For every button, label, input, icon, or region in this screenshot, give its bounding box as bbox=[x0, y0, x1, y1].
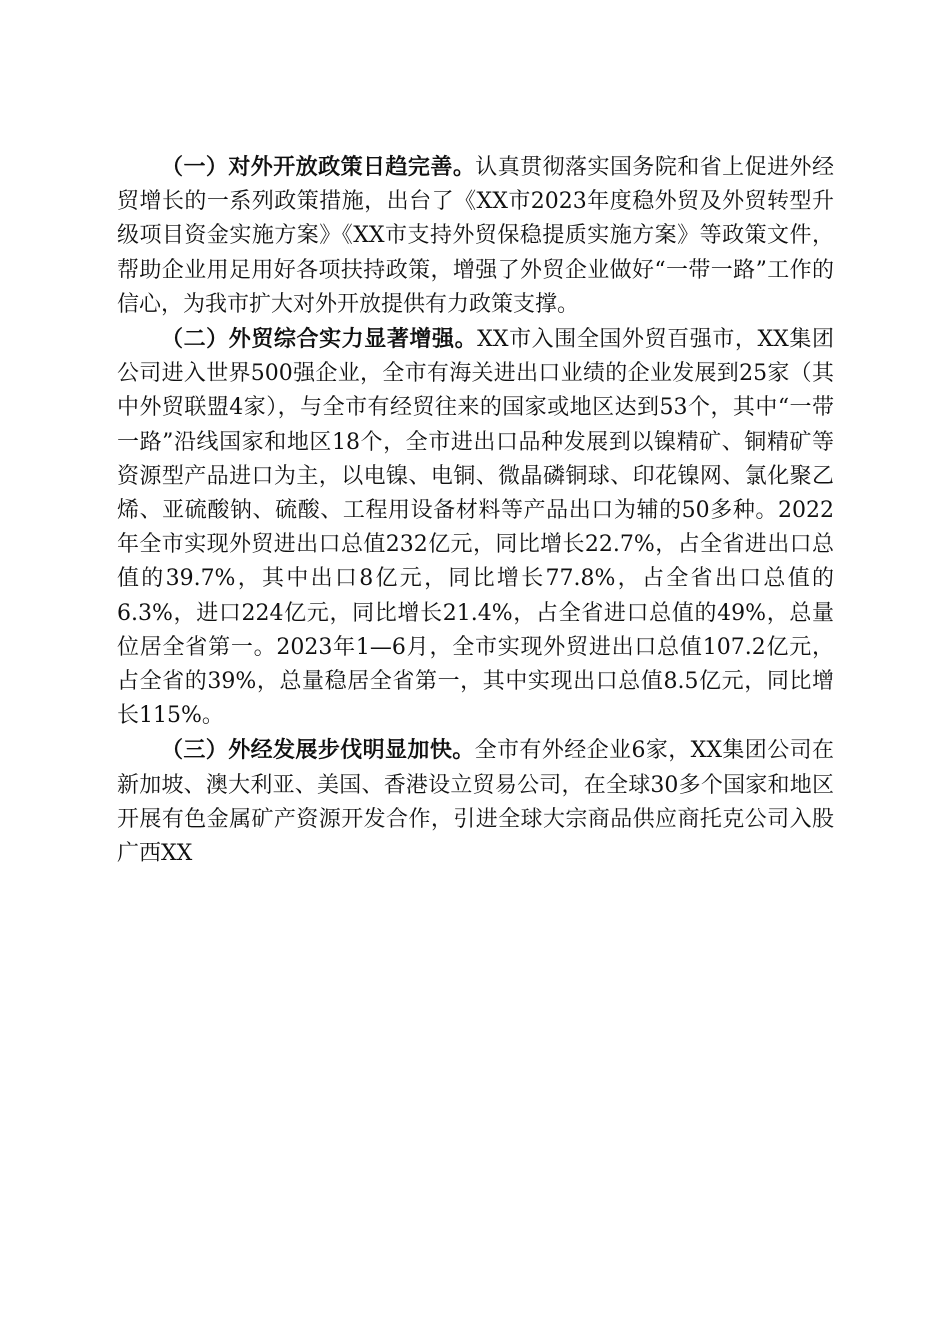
paragraph-3 bbox=[117, 733, 834, 871]
document-body bbox=[117, 150, 834, 871]
paragraph-2 bbox=[117, 322, 834, 733]
paragraph-3-body: 全市有外经企业6家，XX集团公司在新加坡、澳大利亚、美国、香港设立贸易公司，在全球30多个国家和地区开展有色金属矿产资源开发合作，引进全球大宗商品供应商托克公司入股广西XX bbox=[117, 738, 834, 867]
paragraph-1 bbox=[117, 150, 834, 322]
paragraph-1-body: 认真贯彻落实国务院和省上促进外经贸增长的一系列政策措施，出台了《XX市2023年度稳外贸及外贸转型升级项目资金实施方案》《XX市支持外贸保稳提质实施方案》等政策文件，帮助企业用足用好各项扶持政策，增强了外贸企业做好“一带一路”工作的信心，为我市扩大对外开放提供有力政策支撑。 bbox=[117, 155, 834, 317]
paragraph-3-heading: （三）外经发展步伐明显加快。 bbox=[161, 737, 475, 764]
paragraph-2-heading: （二）外贸综合实力显著增强。 bbox=[161, 326, 478, 353]
paragraph-2-body: XX市入围全国外贸百强市，XX集团公司进入世界500强企业，全市有海关进出口业绩的企业发展到25家（其中外贸联盟4家），与全市有经贸往来的国家或地区达到53个，其中“一带一路”沿线国家和地区18个，全市进出口品种发展到以镍精矿、铜精矿等资源型产品进口为主，以电镍、电铜、微晶磷铜球、印花镍网、氯化聚乙烯、亚硫酸钠、硫酸、工程用设备材料等产品出口为辅的50多种。2022年全市实现外贸进出口总值232亿元，同比增长22.7%，占全省进出口总值的39.7%，其中出口8亿元，同比增长77.8%，占全省出口总值的6.3%，进口224亿元，同比增长21.4%，占全省进口总值的49%，总量位居全省第一。2023年1—6月，全市实现外贸进出口总值107.2亿元，占全省的39%，总量稳居全省第一，其中实现出口总值8.5亿元，同比增长115%。 bbox=[117, 327, 834, 729]
paragraph-1-heading: （一）对外开放政策日趋完善。 bbox=[161, 154, 476, 180]
